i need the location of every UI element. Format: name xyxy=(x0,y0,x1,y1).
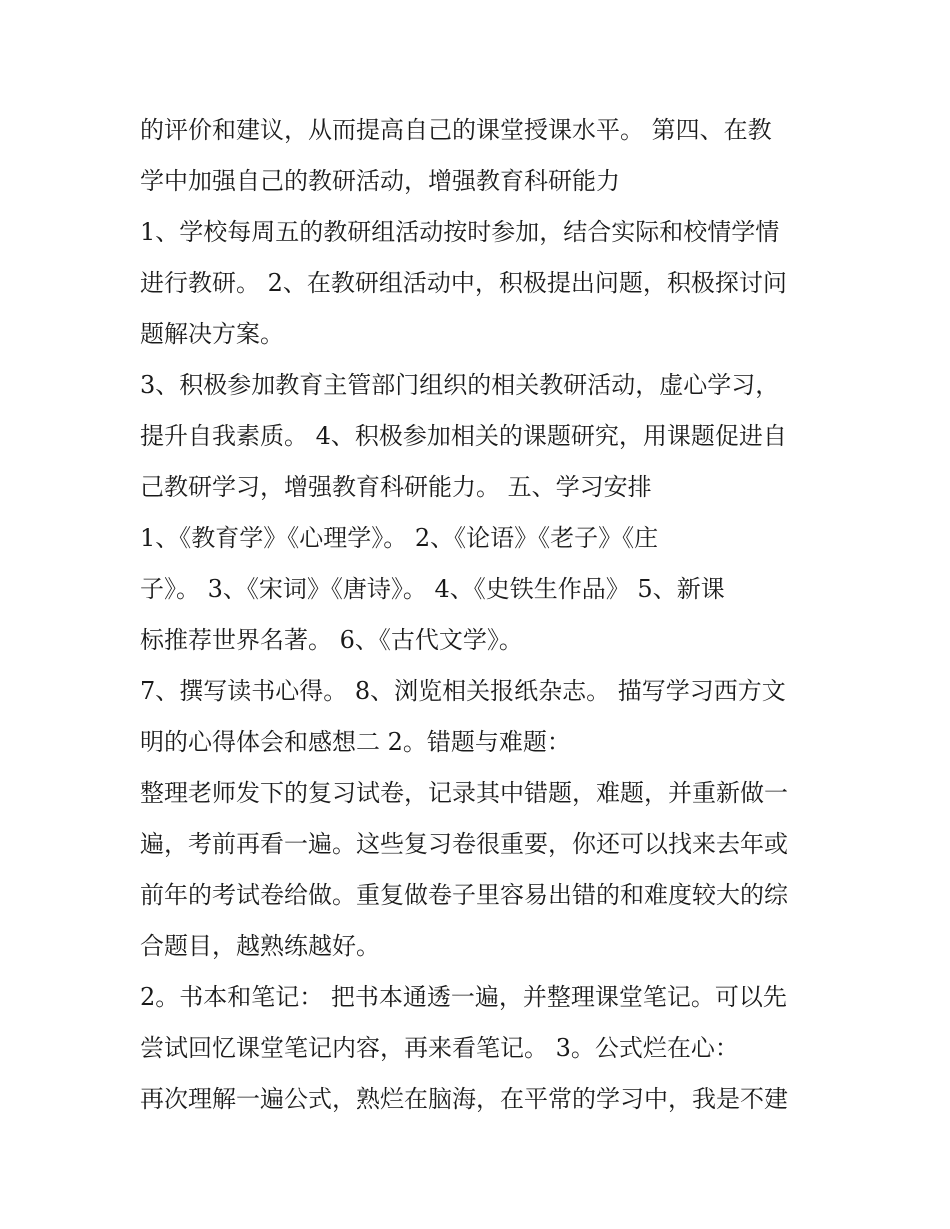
text-line: 明的心得体会和感想二 2。错题与难题： xyxy=(140,728,571,756)
text-line: 学中加强自己的教研活动，增强教育科研能力 xyxy=(140,167,620,195)
text-line: 己教研学习，增强教育科研能力。 五、学习安排 xyxy=(140,473,652,501)
text-line: 提升自我素质。 4、积极参加相关的课题研究，用课题促进自 xyxy=(140,422,787,450)
text-line: 遍，考前再看一遍。这些复习卷很重要，你还可以找来去年或 xyxy=(140,830,788,858)
text-line: 再次理解一遍公式，熟烂在脑海，在平常的学习中，我是不建 xyxy=(140,1085,788,1113)
text-line: 2。书本和笔记： 把书本通透一遍，并整理课堂笔记。可以先 xyxy=(140,983,787,1011)
text-line: 题解决方案。 xyxy=(140,320,284,348)
text-line: 进行教研。 2、在教研组活动中，积极提出问题，积极探讨问 xyxy=(140,269,787,297)
text-line: 前年的考试卷给做。重复做卷子里容易出错的和难度较大的综 xyxy=(140,881,788,909)
text-line: 整理老师发下的复习试卷，记录其中错题，难题，并重新做一 xyxy=(140,779,788,807)
text-line: 1、学校每周五的教研组活动按时参加，结合实际和校情学情 xyxy=(140,218,780,246)
text-line: 3、积极参加教育主管部门组织的相关教研活动，虚心学习， xyxy=(140,371,780,399)
text-line: 的评价和建议，从而提高自己的课堂授课水平。 第四、在教 xyxy=(140,116,772,144)
text-line: 子》。 3、《宋词》《唐诗》。 4、《史铁生作品》 5、新课 xyxy=(140,575,725,603)
document-body xyxy=(140,108,830,1128)
text-line: 7、撰写读书心得。 8、浏览相关报纸杂志。 描写学习西方文 xyxy=(140,677,786,705)
text-line: 合题目，越熟练越好。 xyxy=(140,932,380,960)
text-line: 1、《教育学》《心理学》。 2、《论语》《老子》《庄 xyxy=(140,524,659,552)
text-line: 标推荐世界名著。 6、《古代文学》。 xyxy=(140,626,523,654)
text-line: 尝试回忆课堂笔记内容，再来看笔记。 3。公式烂在心： xyxy=(140,1034,739,1062)
